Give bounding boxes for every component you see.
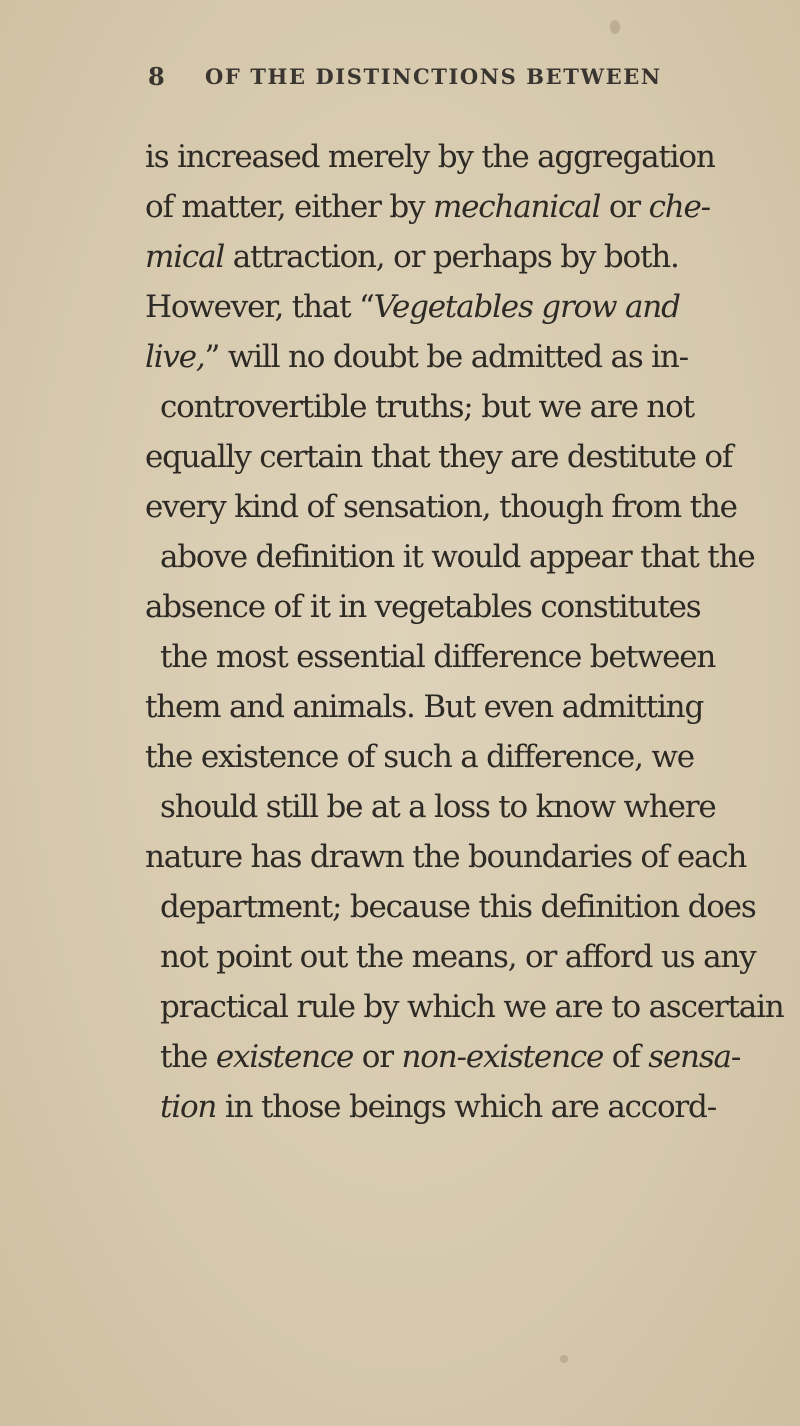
page-number: 8 [148, 62, 165, 91]
text-line [145, 132, 715, 182]
italic-span: che- [648, 189, 710, 225]
text-span: However, that “ [145, 289, 374, 325]
text-span: of [603, 1039, 649, 1075]
text-line [145, 482, 737, 532]
italic-span: Vegetables grow and [373, 289, 680, 325]
text-span: the [160, 1039, 216, 1075]
text-span: is increased merely by the aggregation [145, 139, 715, 175]
text-span: controvertible truths; but we are not [160, 389, 694, 425]
italic-span: non-existence [401, 1039, 604, 1075]
text-line [145, 432, 732, 482]
text-span: above definition it would appear that the [160, 539, 755, 575]
text-line [160, 632, 715, 682]
text-span: or [353, 1039, 402, 1075]
text-line [160, 782, 716, 832]
text-line [160, 932, 755, 982]
text-span: should still be at a loss to know where [160, 789, 716, 825]
page-header [0, 62, 800, 92]
text-span: equally certain that they are destitute of [145, 439, 733, 475]
text-span: attraction, or perhaps by both. [224, 239, 679, 275]
text-line [145, 332, 688, 382]
running-head: OF THE DISTINCTIONS BETWEEN [205, 64, 662, 89]
text-span: the existence of such a difference, we [145, 739, 694, 775]
text-span: department; because this definition does [160, 889, 756, 925]
text-line [145, 182, 710, 232]
italic-span: sensa- [648, 1039, 741, 1075]
text-span: every kind of sensation, though from the [145, 489, 737, 525]
text-line [160, 982, 784, 1032]
text-line [145, 582, 701, 632]
text-span: the most essential difference between [160, 639, 716, 675]
text-span: absence of it in vegetables constitutes [145, 589, 701, 625]
text-line [160, 532, 754, 582]
text-line [160, 382, 694, 432]
italic-span: existence [215, 1039, 354, 1075]
text-line [160, 1082, 716, 1132]
paper-stain [610, 20, 620, 34]
text-line [145, 832, 746, 882]
text-line [145, 682, 703, 732]
text-span: practical rule by which we are to ascertain [160, 989, 784, 1025]
text-line [160, 1032, 740, 1082]
text-span: them and animals. But even admitting [145, 689, 704, 725]
text-span: not point out the means, or afford us any [160, 939, 756, 975]
text-span: ” will no doubt be admitted as in- [204, 339, 688, 375]
text-line [145, 282, 680, 332]
italic-span: mechanical [432, 189, 601, 225]
text-line [145, 232, 679, 282]
text-span: or [600, 189, 649, 225]
italic-span: tion [160, 1089, 217, 1125]
text-span: of matter, either by [145, 189, 433, 225]
paper-stain [560, 1355, 568, 1363]
text-line [145, 732, 694, 782]
italic-span: live, [145, 339, 205, 375]
italic-span: mical [145, 239, 225, 275]
text-span: in those beings which are accord- [216, 1089, 716, 1125]
text-span: nature has drawn the boundaries of each [145, 839, 747, 875]
text-line [160, 882, 756, 932]
